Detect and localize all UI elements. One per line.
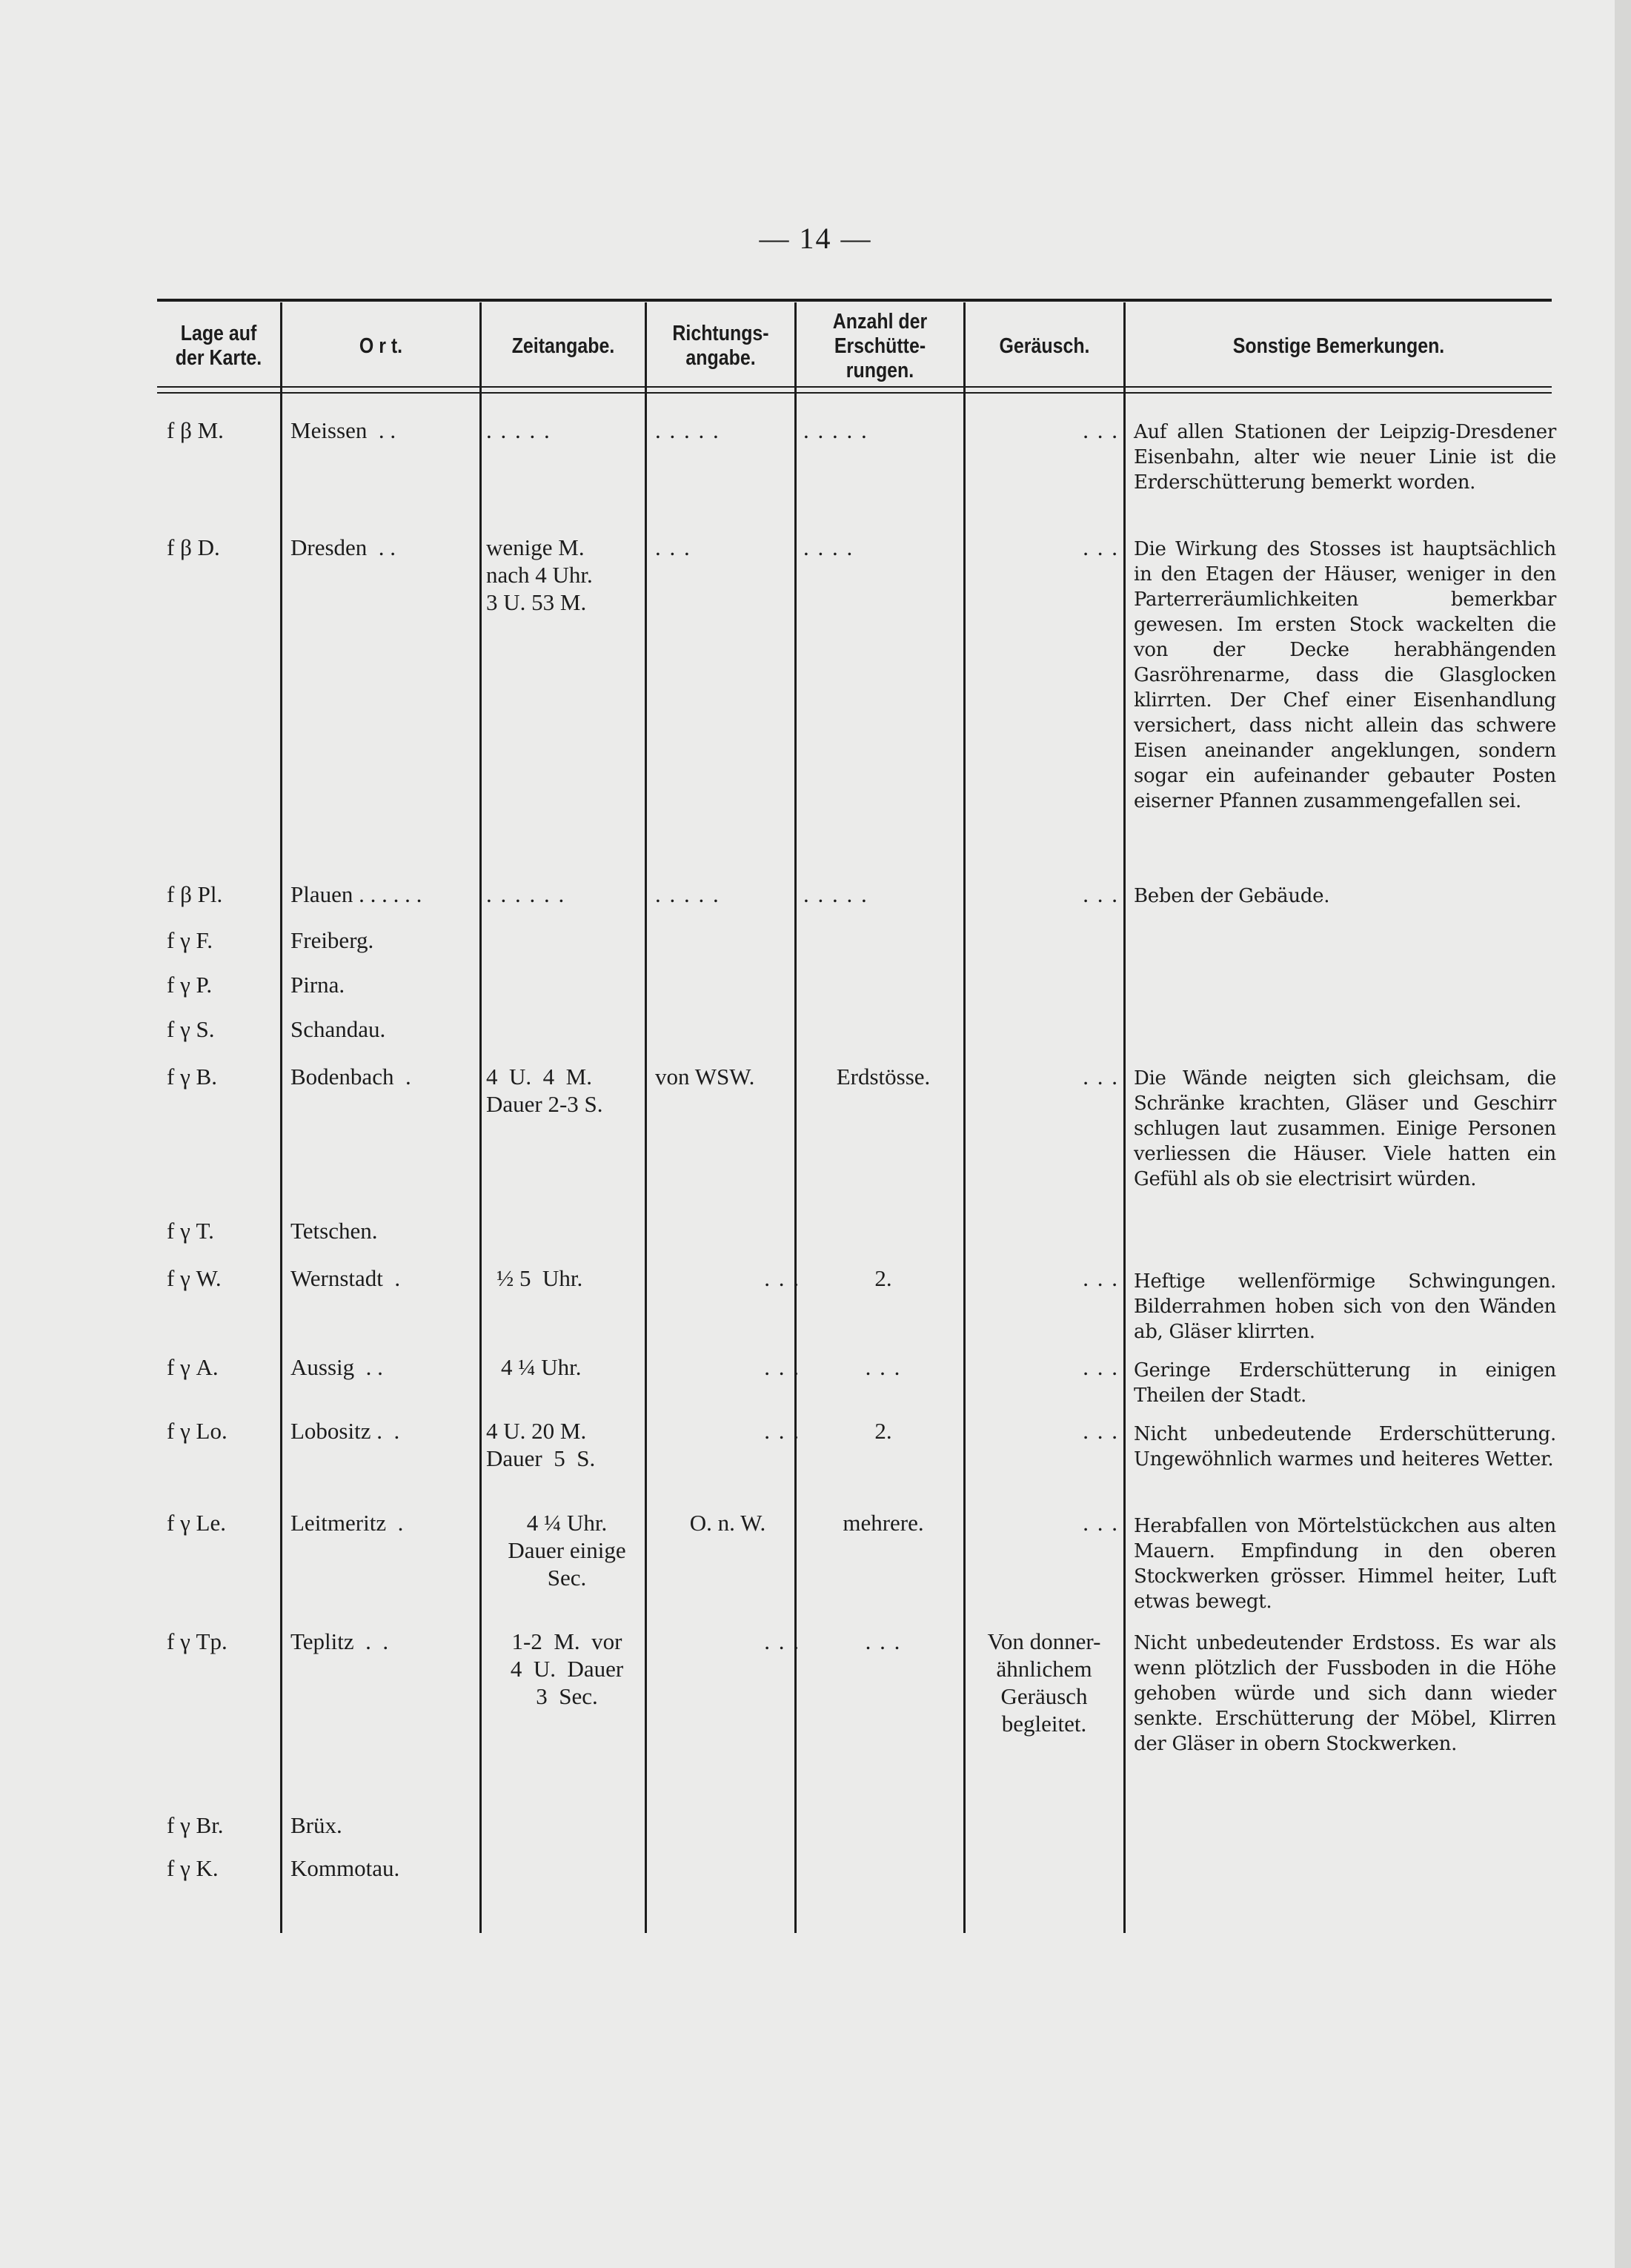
- table-top-rule: [157, 299, 1552, 302]
- cell-anzahl: 2.: [874, 1265, 892, 1291]
- cell-ort: Bodenbach .: [290, 1064, 411, 1090]
- cell-anzahl: . . .: [865, 1628, 902, 1654]
- cell-ort: Plauen . . . . . .: [290, 881, 422, 907]
- header-bemerkungen: Sonstige Bemerkungen.: [1232, 334, 1445, 358]
- cell-zeit: 4 ¼ Uhr. Dauer einige Sec.: [508, 1510, 626, 1591]
- page-number: — 14 —: [759, 222, 872, 255]
- cell-ort: Freiberg.: [290, 927, 374, 953]
- cell-lage: f γ A.: [167, 1354, 219, 1380]
- cell-ort: Pirna.: [290, 972, 345, 998]
- cell-lage: f γ T.: [167, 1218, 214, 1244]
- cell-bemerkung: Beben der Gebäude.: [1134, 885, 1330, 907]
- cell-lage: f γ Le.: [167, 1510, 226, 1536]
- cell-ort: Teplitz . .: [290, 1628, 389, 1654]
- header-geraeusch: Geräusch.: [999, 334, 1090, 358]
- cell-bemerkung: Nicht unbedeutende Erderschütterung. Ungewöhnlich warmes und heiteres Wetter.: [1134, 1423, 1556, 1470]
- column-divider: [1123, 302, 1126, 1933]
- cell-anzahl: Erdstösse.: [836, 1064, 931, 1090]
- cell-richtung: . . . . .: [655, 881, 720, 907]
- cell-lage: f γ Lo.: [167, 1418, 227, 1444]
- cell-bemerkung: Die Wirkung des Stosses ist hauptsächlich in den Etagen der Häuser, weniger in den Parterreräumlichkeiten bemerkbar gewesen. Im ersten Stock wackelten die von der Decke herabhängenden Gasröhrenarme, dass die Glasglocken klirrten. Der Chef einer Eisenhandlung versichert, dass nicht allein das schwere Eisen aneinander angeklungen, sondern sogar ein aufeinander gebauter Posten eiserner Pfannen zusammengefallen sei.: [1134, 538, 1556, 812]
- cell-zeit: 4 ¼ Uhr.: [501, 1354, 582, 1380]
- header-lage: Lage auf der Karte.: [175, 322, 262, 370]
- header-anzahl: Anzahl der Erschütte- rungen.: [832, 309, 928, 382]
- cell-richtung: . . .: [764, 1418, 800, 1444]
- cell-geraeusch: . . .: [1083, 1354, 1119, 1380]
- cell-zeit: ½ 5 Uhr.: [496, 1265, 583, 1291]
- cell-lage: f β Pl.: [167, 881, 223, 907]
- cell-lage: f β M.: [167, 417, 224, 443]
- cell-geraeusch: . . .: [1083, 1265, 1119, 1291]
- cell-richtung: . . .: [655, 534, 691, 560]
- cell-anzahl: . . . . .: [803, 417, 868, 443]
- cell-ort: Dresden . .: [290, 534, 396, 560]
- table-header-rule-2: [157, 392, 1552, 394]
- cell-bemerkung: Geringe Erderschütterung in einigen Theilen der Stadt.: [1134, 1359, 1556, 1407]
- cell-anzahl: . . . .: [803, 534, 854, 560]
- cell-lage: f γ B.: [167, 1064, 217, 1090]
- cell-lage: f β D.: [167, 534, 220, 560]
- cell-geraeusch: . . .: [1083, 1064, 1119, 1090]
- cell-anzahl: . . . . .: [803, 881, 868, 907]
- page-edge: [1615, 0, 1631, 2268]
- column-divider: [280, 302, 282, 1933]
- cell-lage: f γ P.: [167, 972, 213, 998]
- cell-zeit: 1-2 M. vor 4 U. Dauer 3 Sec.: [510, 1628, 624, 1709]
- cell-bemerkung: Auf allen Stationen der Leipzig-Dresdener Eisenbahn, alter wie neuer Linie ist die Erderschütterung bemerkt worden.: [1134, 421, 1556, 494]
- cell-anzahl: 2.: [874, 1418, 892, 1444]
- cell-ort: Meissen . .: [290, 417, 396, 443]
- cell-ort: Leitmeritz .: [290, 1510, 404, 1536]
- cell-zeit: . . . . . .: [486, 881, 566, 907]
- cell-ort: Brüx.: [290, 1812, 342, 1838]
- cell-richtung: . . . . .: [655, 417, 720, 443]
- cell-lage: f γ Tp.: [167, 1628, 227, 1654]
- cell-lage: f γ W.: [167, 1265, 222, 1291]
- header-ort: O r t.: [359, 334, 403, 358]
- cell-zeit: wenige M. nach 4 Uhr. 3 U. 53 M.: [486, 534, 593, 615]
- cell-lage: f γ Br.: [167, 1812, 224, 1838]
- cell-geraeusch: . . .: [1083, 534, 1119, 560]
- cell-ort: Tetschen.: [290, 1218, 378, 1244]
- cell-anzahl: . . .: [865, 1354, 902, 1380]
- cell-richtung: . . .: [764, 1265, 800, 1291]
- header-richtungsangabe: Richtungs- angabe.: [672, 322, 769, 370]
- cell-ort: Lobositz . .: [290, 1418, 400, 1444]
- cell-zeit: 4 U. 4 M. Dauer 2-3 S.: [486, 1064, 603, 1117]
- cell-anzahl: mehrere.: [843, 1510, 924, 1536]
- cell-ort: Schandau.: [290, 1016, 386, 1042]
- cell-richtung: . . .: [764, 1628, 800, 1654]
- cell-ort: Aussig . .: [290, 1354, 383, 1380]
- cell-ort: Wernstadt .: [290, 1265, 401, 1291]
- cell-zeit: . . . . .: [486, 417, 551, 443]
- cell-geraeusch: . . .: [1083, 417, 1119, 443]
- cell-geraeusch: Von donner- ähnlichem Geräusch begleitet.: [987, 1628, 1101, 1737]
- cell-richtung: von WSW.: [655, 1064, 755, 1090]
- cell-geraeusch: . . .: [1083, 1510, 1119, 1536]
- cell-zeit: 4 U. 20 M. Dauer 5 S.: [486, 1418, 596, 1471]
- cell-lage: f γ K.: [167, 1855, 219, 1881]
- cell-geraeusch: . . .: [1083, 1418, 1119, 1444]
- cell-bemerkung: Herabfallen von Mörtelstückchen aus alten Mauern. Empfindung in den oberen Stockwerken grösser. Himmel heiter, Luft etwas bewegt.: [1134, 1515, 1556, 1613]
- cell-bemerkung: Die Wände neigten sich gleichsam, die Schränke krachten, Gläser und Geschirr schlugen laut zusammen. Einige Personen verliessen die Häuser. Viele hatten ein Gefühl als ob sie electrisirt würden.: [1134, 1067, 1556, 1190]
- cell-richtung: . . .: [764, 1354, 800, 1380]
- cell-lage: f γ S.: [167, 1016, 215, 1042]
- header-zeitangabe: Zeitangabe.: [511, 334, 615, 358]
- cell-richtung: O. n. W.: [689, 1510, 766, 1536]
- cell-lage: f γ F.: [167, 927, 213, 953]
- cell-bemerkung: Nicht unbedeutender Erdstoss. Es war als wenn plötzlich der Fussboden in die Höhe gehoben würde und sich dann wieder senkte. Erschütterung der Möbel, Klirren der Gläser in obern Stockwerken.: [1134, 1632, 1556, 1755]
- cell-bemerkung: Heftige wellenförmige Schwingungen. Bilderrahmen hoben sich von den Wänden ab, Gläser klirrten.: [1134, 1270, 1556, 1343]
- cell-geraeusch: . . .: [1083, 881, 1119, 907]
- column-divider: [479, 302, 482, 1933]
- cell-ort: Kommotau.: [290, 1855, 400, 1881]
